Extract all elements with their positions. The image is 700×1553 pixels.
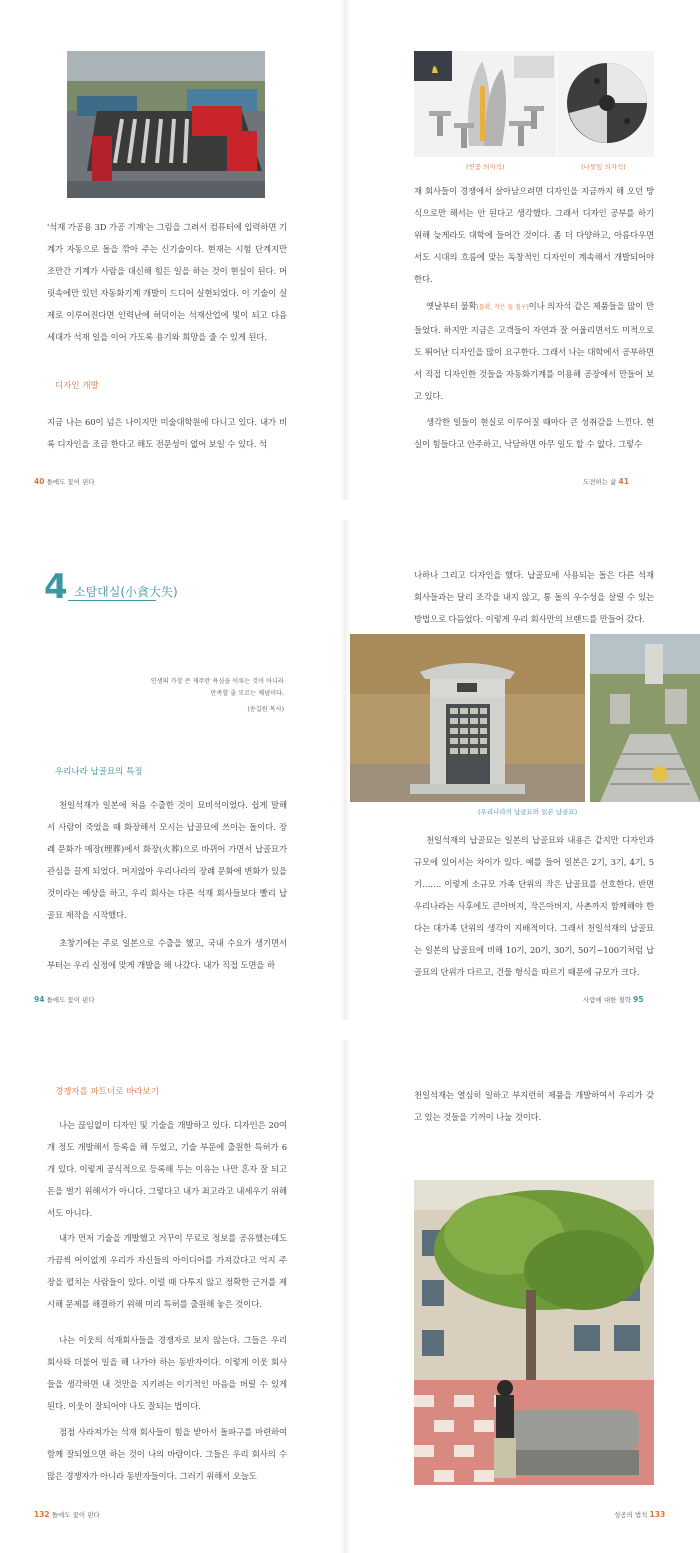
body-paragraph: 천일석재는 열심히 일하고 부지런히 제품을 개발하여서 우리가 갖고 있는 것들을 기꺼이 나눌 것이다. bbox=[414, 1090, 654, 1122]
chapter-title-rule bbox=[68, 600, 156, 601]
book-title: 돌에도 꽃이 핀다 bbox=[51, 1511, 100, 1519]
page-number: 40 bbox=[34, 477, 45, 486]
photo-caption: (나뭇잎 의자석) bbox=[581, 163, 626, 171]
spread-3 bbox=[0, 1040, 700, 1553]
body-paragraph: 나는 끊임없이 디자인 및 기술을 개발하고 있다. 디자인은 20여 개 정도 개발해서 등록을 해 두었고, 기술 부문에 출원한 특허가 6개 있다. 이렇게 공식적으로 등록해 두는 이유는 나만 혼자 잘 되고 돈을 벌기 위해서가 아니다. 그렇다고 내가 최고라고 내세우기 위해서도 아니다. bbox=[47, 1120, 287, 1218]
cnc-machine-photo bbox=[67, 51, 265, 198]
korean-columbarium-photo bbox=[350, 634, 585, 802]
gutter-shadow bbox=[340, 0, 350, 500]
section-heading: 경쟁자를 파트너로 바라보기 bbox=[55, 1087, 159, 1097]
paragraph-text: 옛날부터 물확 bbox=[426, 301, 477, 311]
page-number: 95 bbox=[633, 995, 644, 1004]
body-paragraph: 천일석재가 일본에 처음 수출한 것이 묘비석이었다. 쉽게 말해서 사람이 죽었을 때 화장해서 모시는 납골묘에 쓰이는 돌이다. 장례 문화가 매장(埋葬)에서 화장(火葬)으로 바뀌어 가면서 납골묘가 관심을 끌게 되었다. 머지않아 우리나라의 장례 문화에 변화가 있을 것이라는 예상을 하고, 우리 회사는 다른 석재 회사들보다 빨리 납골묘 제작을 시작했다. bbox=[47, 800, 287, 920]
chapter-running-title: 사람에 대한 철학 bbox=[583, 996, 632, 1004]
spread-1 bbox=[0, 0, 700, 500]
book-title: 돌에도 꽃이 핀다 bbox=[46, 478, 95, 486]
body-paragraph: 나하나 그리고 디자인을 했다. 납골묘에 사용되는 돌은 다른 석재 회사들과는 달리 조각을 내지 않고, 통 돌의 우수성을 살릴 수 있는 방법으로 다듬었다. 이렇게 우리 회사만의 브랜드를 만들어 갔다. bbox=[414, 570, 654, 624]
japanese-columbarium-photo bbox=[590, 634, 700, 802]
page-number: 41 bbox=[618, 477, 629, 486]
chapter-running-title: 도전하는 삶 bbox=[583, 478, 617, 486]
campus-tree-photo bbox=[414, 1180, 654, 1485]
page-folio bbox=[34, 1510, 100, 1519]
chapter-number: 4 bbox=[44, 567, 68, 607]
body-paragraph: 점점 사라져가는 석재 회사들이 힘을 받아서 돌파구를 마련하여 함께 잘되었으면 하는 것이 나의 바람이다. 그들은 우리 회사의 수많은 경쟁자가 아니라 동반자들이다. 그러기 위해서 오늘도 bbox=[47, 1427, 287, 1481]
body-paragraph: 천일석재의 납골묘는 일본의 납골묘와 내용은 같지만 디자인과 규모에 있어서는 차이가 있다. 예를 들어 일본은 2기, 3기, 4기, 5기……. 이렇게 소규모 가족 단위의 작은 납골묘를 선호한다. 반면 우리나라는 사후에도 큰아버지, 작은아버지, 사촌까지 함께해야 한다는 대가족 단위의 생각이 지배적이다. 그래서 천일석재의 납골묘는 일본의 납골묘에 비해 10기, 20기, 30기, 50기~100기처럼 납골묘의 단위가 다르고, 건물 형식을 따르기 때문에 규모가 크다. bbox=[414, 835, 654, 977]
leaf-chair-render bbox=[557, 51, 654, 157]
gutter-shadow bbox=[340, 1040, 350, 1553]
paragraph-text: 이나 의자석 같은 제품들을 많이 만들었다. 하지만 지금은 고객들이 자연과 잘 어울리면서도 미적으로도 뛰어난 디자인을 많이 요구한다. 그래서 나는 대학에서 공부하면서 직접 디자인한 것들을 자동화기계를 이용해 공장에서 만들어 보고 있다. bbox=[414, 301, 654, 401]
chapter-running-title: 성공의 법칙 bbox=[614, 1511, 648, 1519]
page-folio bbox=[583, 477, 629, 486]
inline-note: (물확, 작은 돌 절구) bbox=[476, 304, 529, 311]
page-folio bbox=[583, 995, 644, 1004]
page-folio bbox=[34, 477, 95, 486]
body-paragraph bbox=[414, 295, 654, 407]
body-paragraph: 내가 먼저 기술을 개발했고 거꾸이 무료로 정보를 공유했는데도 가끔씩 어이없게 우리가 자신들의 아이디어를 가져갔다고 억지 주장을 펼치는 사람들이 있다. 이럴 때 다투지 않고 정확한 근거를 제시해 문제를 해결하기 위해 미리 특허를 출원해 놓은 것이다. bbox=[47, 1233, 287, 1309]
body-paragraph: 나는 이웃의 석재회사들을 경쟁자로 보지 않는다. 그들은 우리 회사와 더불어 일을 해 나가야 하는 동반자이다. 이렇게 이웃 회사들을 생각하면 내 것만을 지키려는 이기적인 마음을 버릴 수 있게 된다. 이웃이 잘되어야 나도 잘되는 법이다. bbox=[47, 1335, 287, 1411]
epigraph-attribution: (송길원 목사) bbox=[247, 706, 284, 713]
photo-caption: (연꽃 의자석) bbox=[466, 163, 505, 171]
body-paragraph: 지금 나는 60이 넘은 나이지만 미술대학원에 다니고 있다. 내가 비록 디자인을 조금 한다고 해도 전문성이 없어 보일 수 있다. 석 bbox=[47, 417, 287, 449]
page-number: 133 bbox=[649, 1510, 666, 1519]
chapter-title: 소탐대실(小貪大失) bbox=[74, 585, 178, 599]
epigraph-line: 만족할 줄 모르는 체념이다. bbox=[210, 690, 284, 697]
page-number: 132 bbox=[34, 1510, 50, 1519]
book-title: 돌에도 꽃이 핀다 bbox=[46, 996, 95, 1004]
body-paragraph: '석재 가공용 3D 가공 기계'는 그림을 그려서 컴퓨터에 입력하면 기계가 자동으로 돌을 깎아 주는 신기술이다. 현재는 시험 단계지만 조만간 기계가 사람을 대신해 힘든 일을 하는 것이 현실이 된다. 머릿속에만 있던 자동화기계 개발이 드디어 실현되었다. 이 기술이 실제로 이루어진다면 인력난에 허덕이는 석재산업에 빛이 되고 다음 세대가 석재 일을 이어 가도록 용기와 희망을 줄 수 있게 된다. bbox=[47, 222, 287, 342]
section-heading: 디자인 개발 bbox=[55, 381, 99, 391]
photo-caption: (우리나라의 납골묘와 일본 납골묘) bbox=[478, 808, 578, 816]
spread-2 bbox=[0, 520, 700, 1020]
body-paragraph: 생각한 일들이 현실로 이루어질 때마다 큰 성취감을 느낀다. 현실이 힘들다고 안주하고, 낙담하면 아무 일도 할 수 없다. 그렇수 bbox=[414, 417, 654, 449]
section-heading: 우리나라 납골묘의 특징 bbox=[55, 767, 143, 777]
gutter-shadow bbox=[340, 520, 350, 1020]
body-paragraph: 초창기에는 주로 일본으로 수출을 했고, 국내 수요가 생기면서부터는 우리 실정에 맞게 개발을 해 나갔다. 내가 직접 도면을 하 bbox=[47, 938, 287, 970]
page-folio bbox=[614, 1510, 665, 1519]
lotus-chair-render bbox=[414, 51, 556, 157]
epigraph-line: 인생의 가장 큰 재주란 욕심을 이루는 것이 아니라 bbox=[150, 678, 284, 685]
body-paragraph: 재 회사들이 경쟁에서 살아남으려면 디자인을 지금까지 해 오던 방식으로만 해서는 안 된다고 생각했다. 그래서 디자인 공부를 하기 위해 늦게라도 대학에 들어간 것이다. 좀 더 다양하고, 아름다우면서도 시대의 흐름에 맞는 독창적인 디자인이 계속해서 개발되어야 한다. bbox=[414, 186, 654, 284]
page-folio bbox=[34, 995, 95, 1004]
page-number: 94 bbox=[34, 995, 45, 1004]
